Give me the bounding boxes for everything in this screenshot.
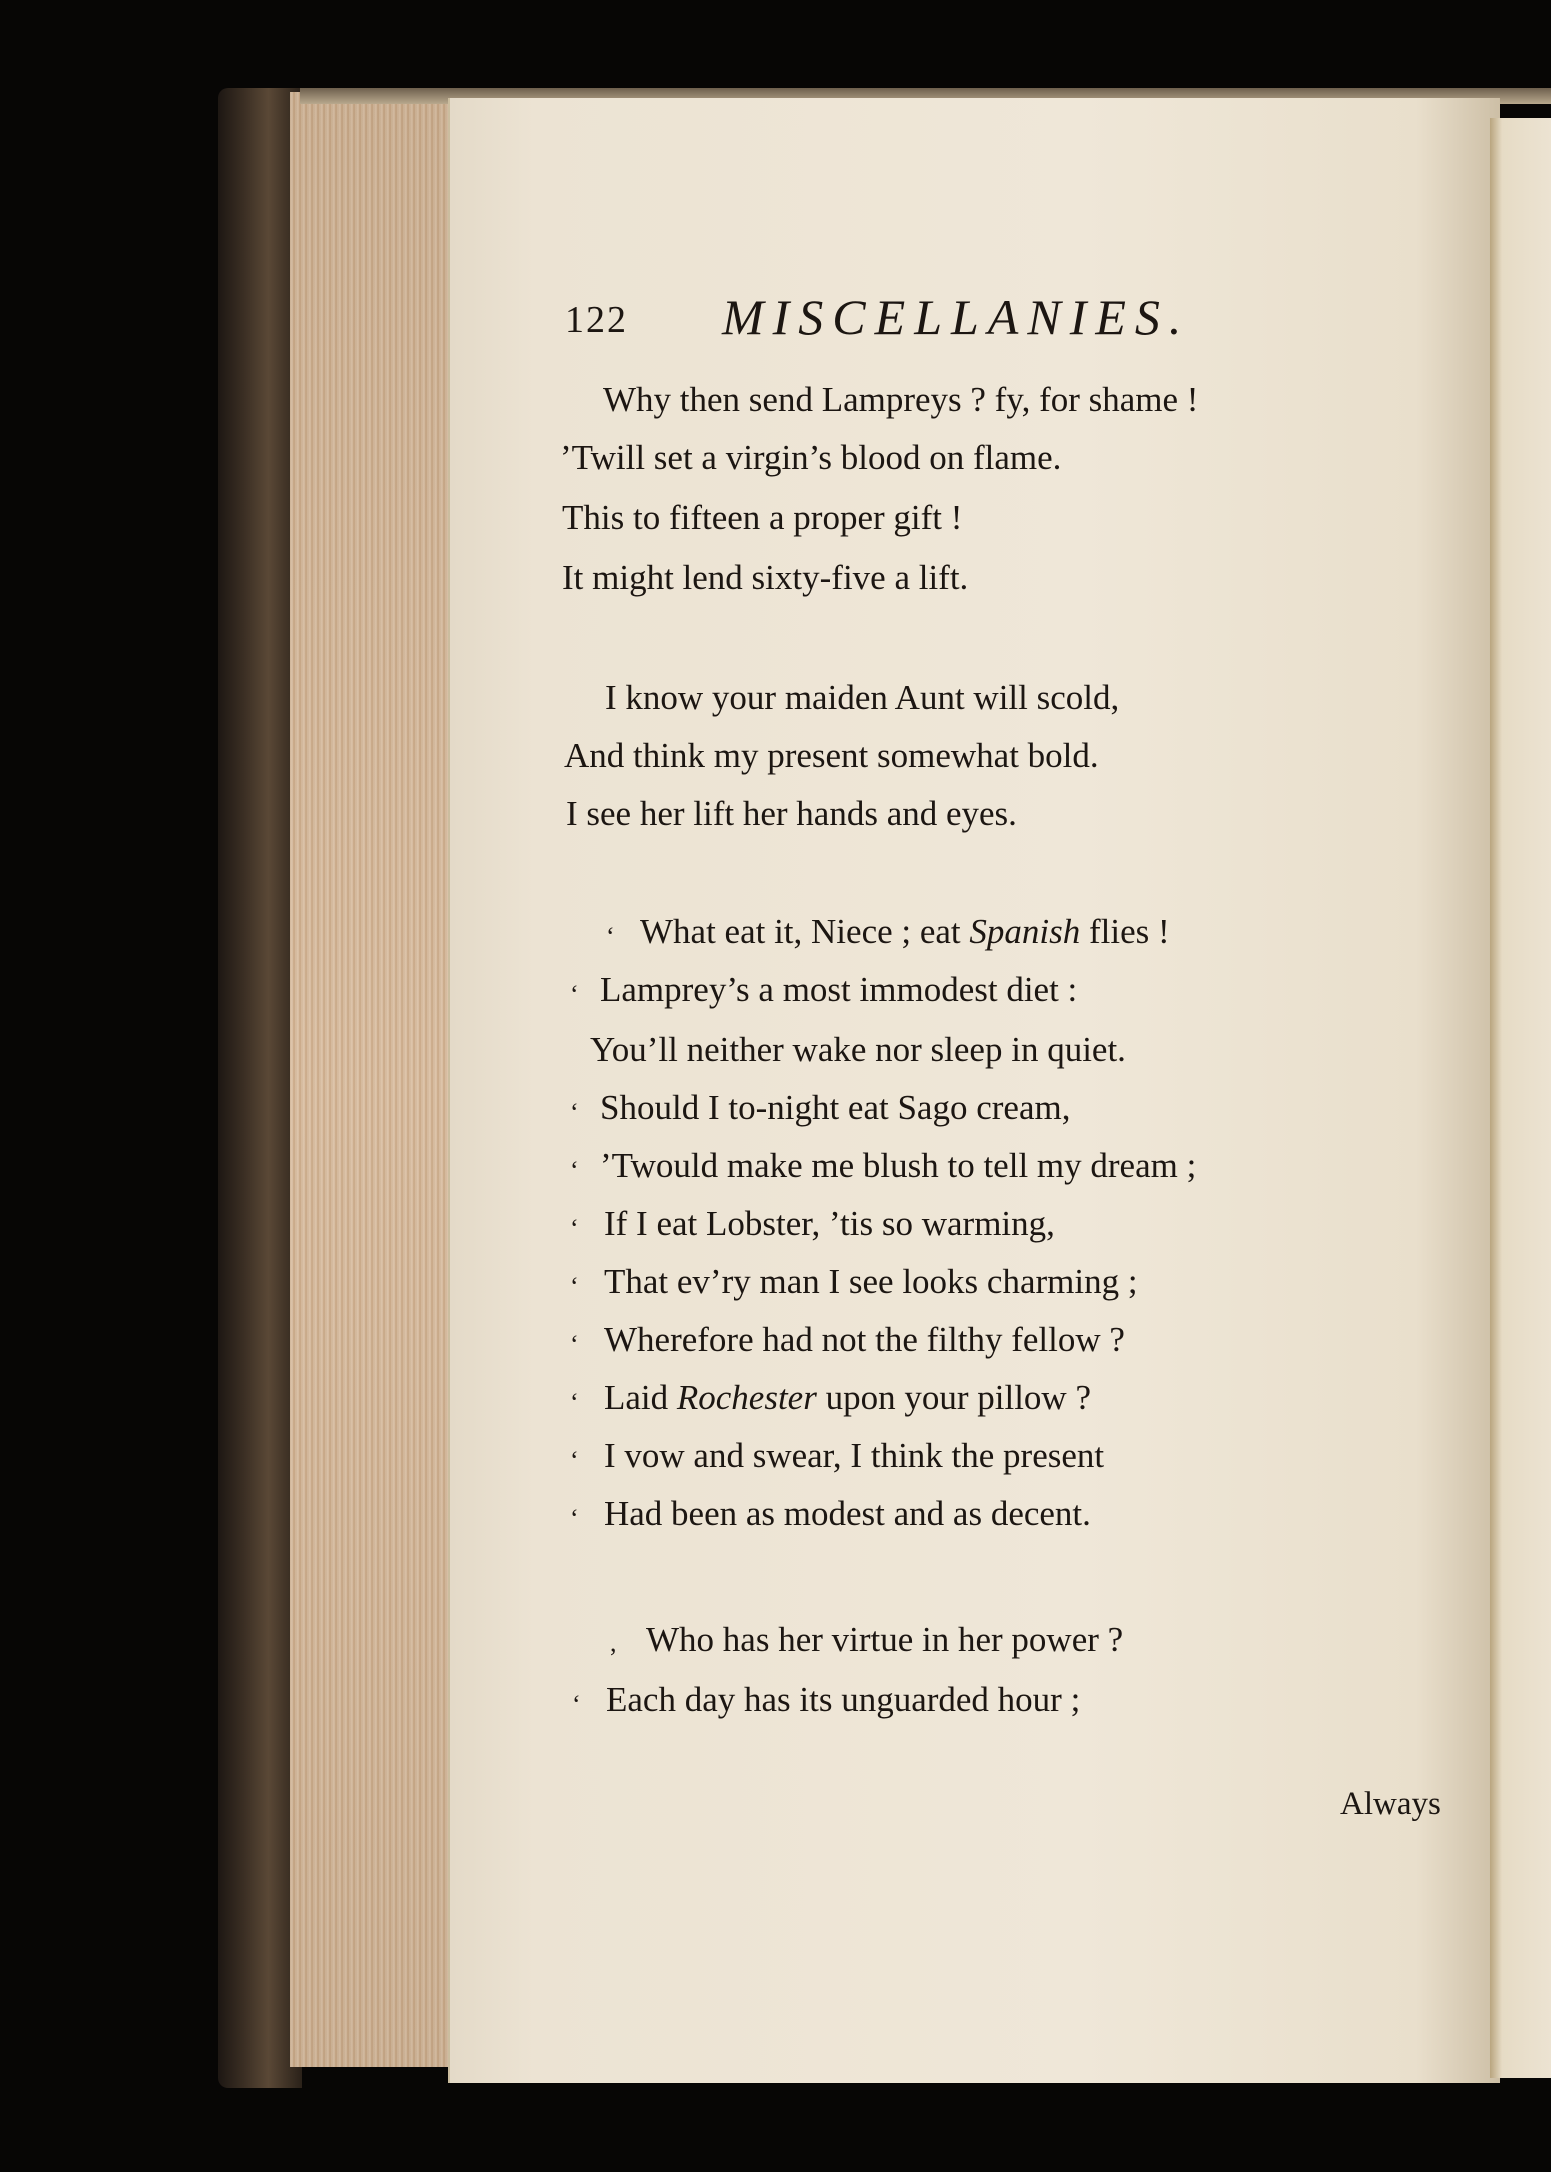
verse-line: ’Twill set a virgin’s blood on flame. xyxy=(560,438,1062,477)
verse-line: Why then send Lampreys ? fy, for shame ! xyxy=(603,380,1199,419)
quote-mark: ‘ xyxy=(570,1330,579,1359)
quote-mark: , xyxy=(610,1628,617,1657)
quote-mark: ‘ xyxy=(570,1098,579,1127)
verse-line: It might lend sixty-five a lift. xyxy=(562,558,969,597)
verse-line: Wherefore had not the filthy fellow ? xyxy=(604,1320,1125,1359)
quote-mark: ‘ xyxy=(570,1214,579,1243)
verse-line: I vow and swear, I think the present xyxy=(604,1436,1105,1475)
verse-line: If I eat Lobster, ’tis so warming, xyxy=(604,1204,1055,1243)
page-block-edges xyxy=(290,92,455,2067)
verse-line: That ev’ry man I see looks charming ; xyxy=(604,1262,1138,1301)
verse-line: Had been as modest and as decent. xyxy=(604,1494,1091,1533)
verse-line: And think my present somewhat bold. xyxy=(564,736,1099,775)
quote-mark: ‘ xyxy=(606,922,615,951)
quote-mark: ‘ xyxy=(570,1446,579,1475)
verse-line: Lamprey’s a most immodest diet : xyxy=(600,970,1078,1009)
verse-line: Each day has its unguarded hour ; xyxy=(606,1680,1081,1719)
verse-line: What eat it, Niece ; eat Spanish flies ! xyxy=(640,912,1170,951)
quote-mark: ‘ xyxy=(570,980,579,1009)
facing-page xyxy=(1490,118,1551,2078)
verse-line: Laid Rochester upon your pillow ? xyxy=(604,1378,1091,1417)
quote-mark: ‘ xyxy=(570,1156,579,1185)
running-title: MISCELLANIES. xyxy=(722,289,1191,345)
quote-mark: ‘ xyxy=(570,1388,579,1417)
verse-line: I see her lift her hands and eyes. xyxy=(566,794,1017,833)
page-number: 122 xyxy=(565,299,628,341)
verse-line: Should I to-night eat Sago cream, xyxy=(600,1088,1071,1127)
verse-line: This to fifteen a proper gift ! xyxy=(562,498,963,537)
verse-line: Who has her virtue in her power ? xyxy=(646,1620,1124,1659)
quote-mark: ‘ xyxy=(572,1690,581,1719)
verse-line: I know your maiden Aunt will scold, xyxy=(605,678,1120,717)
verse-line: ’Twould make me blush to tell my dream ; xyxy=(600,1146,1197,1185)
quote-mark: ‘ xyxy=(570,1504,579,1533)
verse-line: You’ll neither wake nor sleep in quiet. xyxy=(590,1030,1126,1069)
quote-mark: ‘ xyxy=(570,1272,579,1301)
catchword: Always xyxy=(1340,1786,1441,1822)
